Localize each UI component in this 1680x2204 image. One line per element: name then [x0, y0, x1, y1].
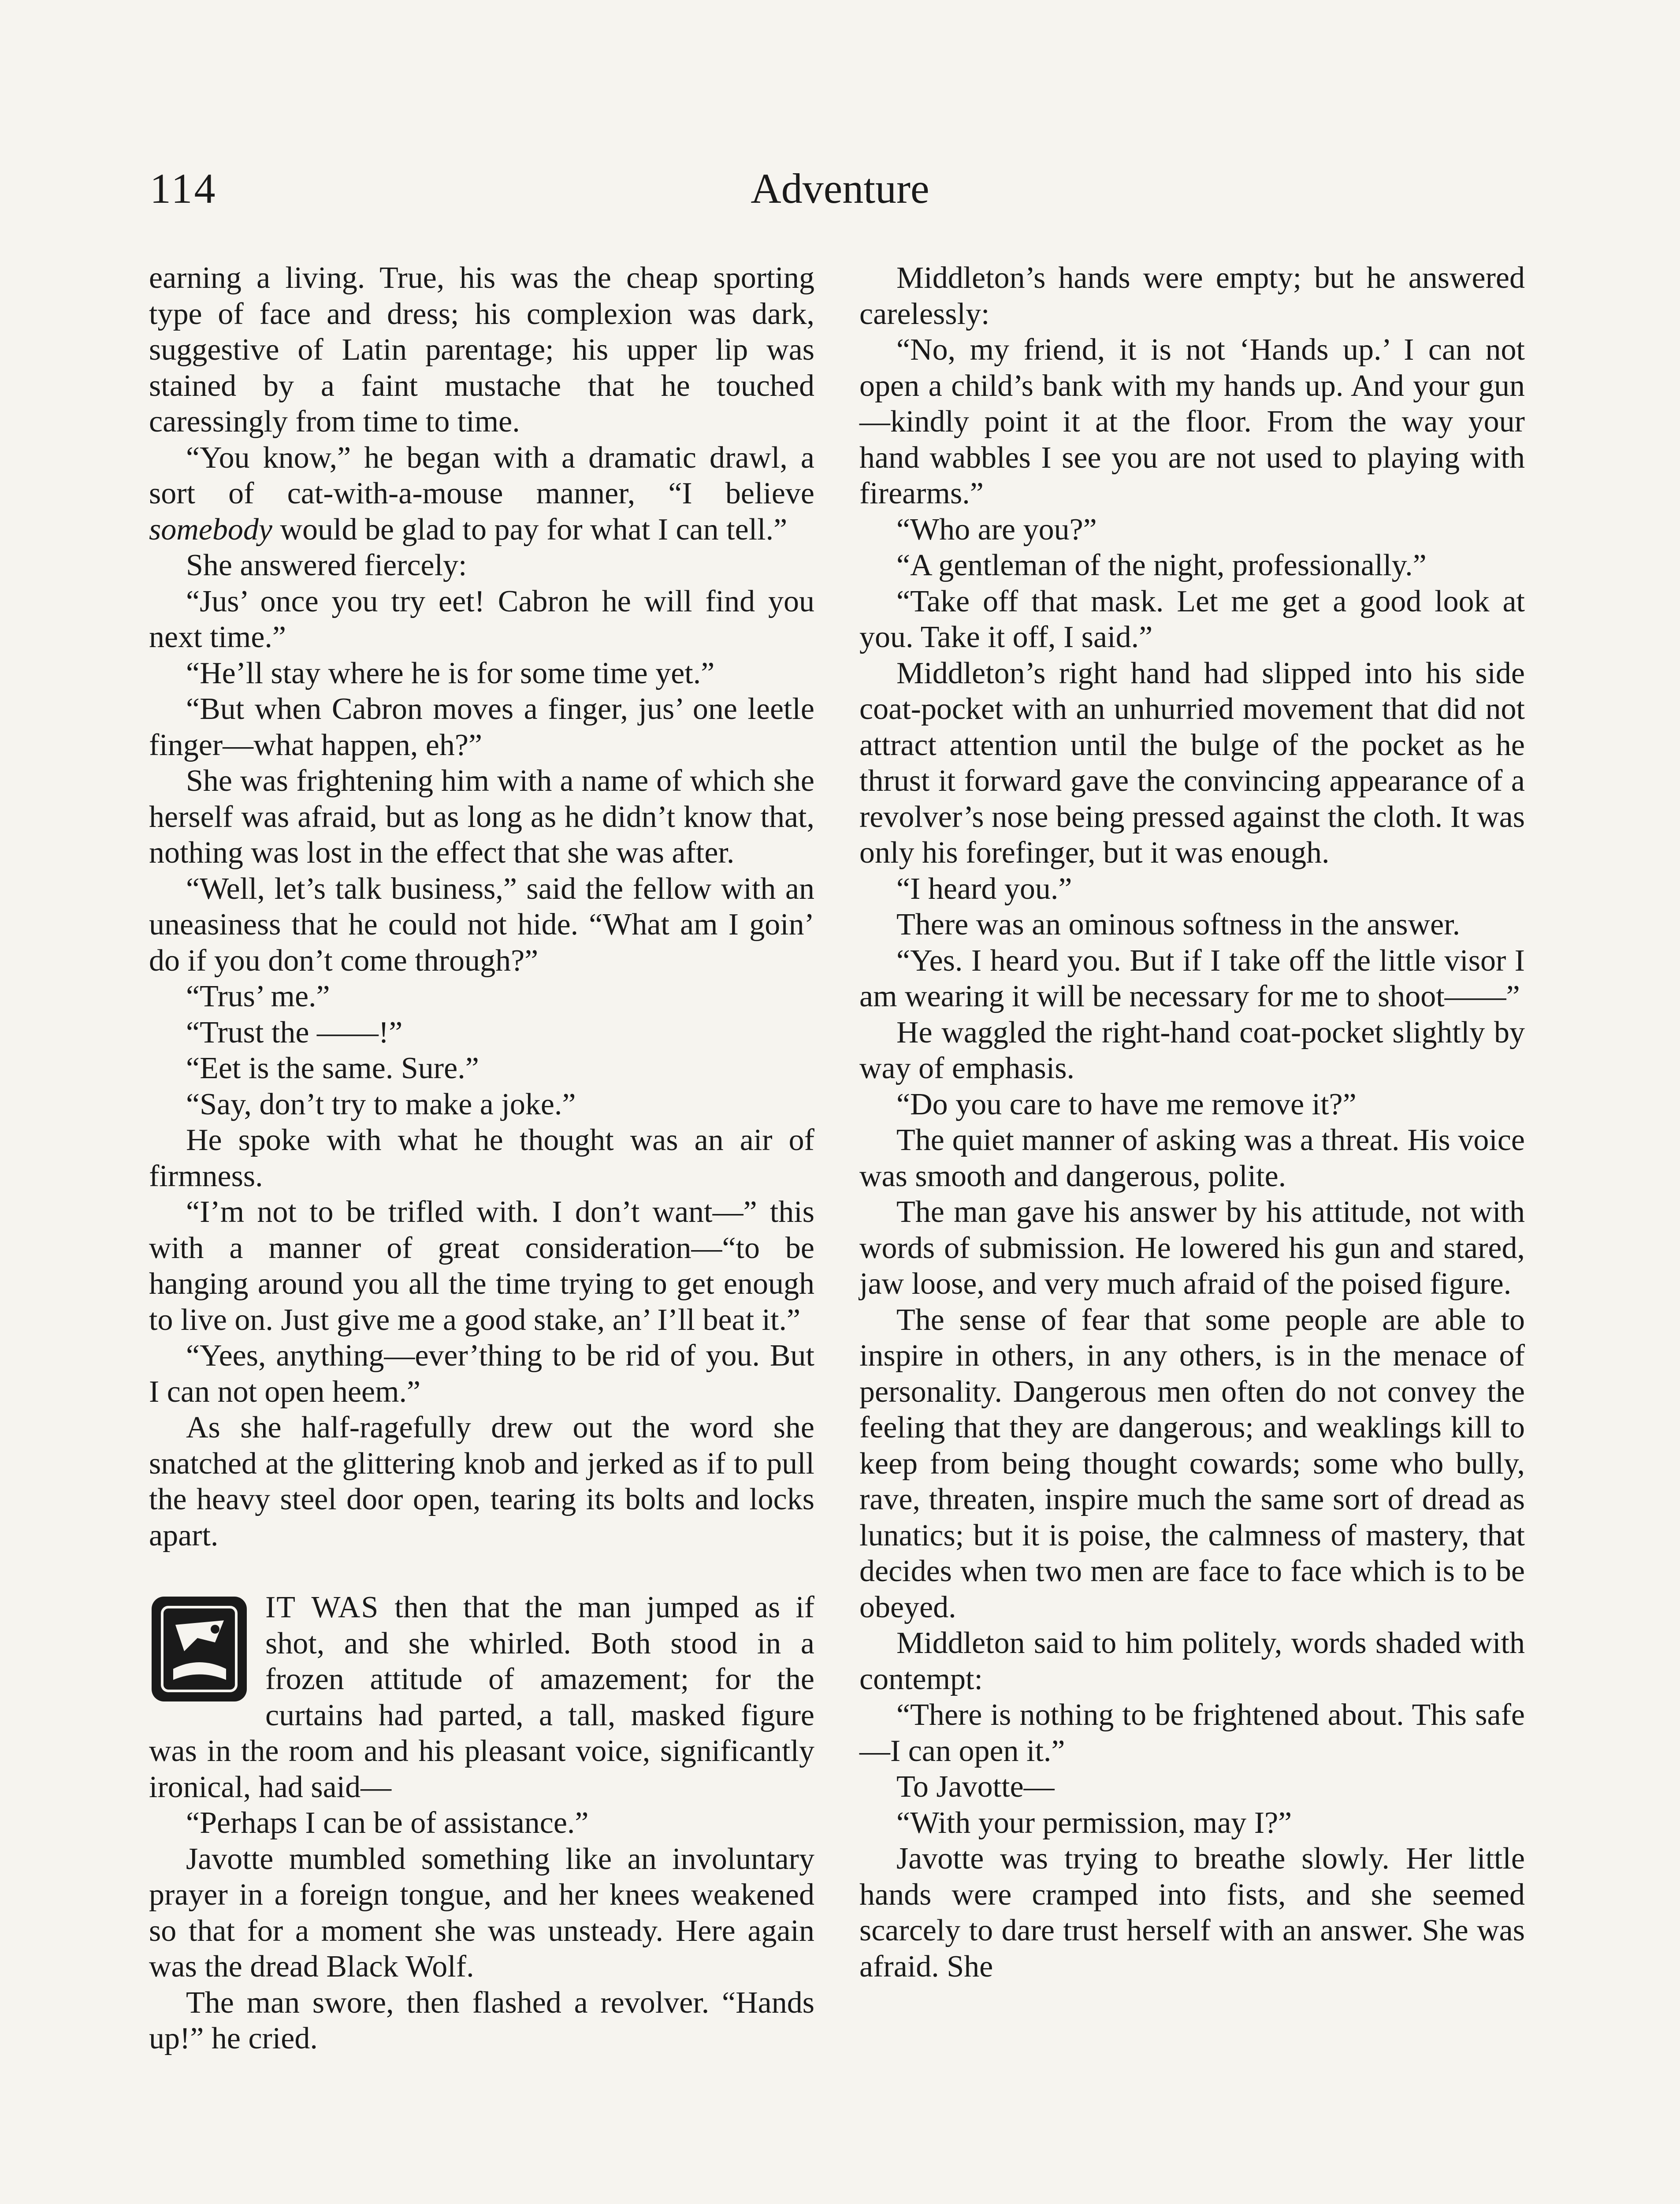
- paragraph: The man swore, then flashed a revolver. “Hands up!” he cried.: [149, 1985, 814, 2055]
- paragraph: “Yees, anything—ever’thing to be rid of you. But I can not open heem.”: [149, 1339, 814, 1409]
- paragraph: Javotte was trying to breathe slowly. Her little hands were cramped into fists, and she seemed scarcely to dare trust herself with an answer. She was afraid. She: [859, 1842, 1525, 1984]
- paragraph: “He’ll stay where he is for some time yet.”: [186, 656, 715, 690]
- paragraph: “No, my friend, it is not ‘Hands up.’ I can not open a child’s bank with my hands up. And your gun—kindly point it at the floor. From the way your hand wabbles I see you are not used to playing with firearms.”: [859, 333, 1525, 510]
- paragraph: There was an ominous softness in the answer.: [896, 908, 1461, 942]
- paragraph: She answered fiercely:: [186, 548, 467, 582]
- paragraph: “I heard you.”: [896, 871, 1072, 906]
- paragraph: “Take off that mask. Let me get a good look at you. Take it off, I said.”: [859, 584, 1525, 654]
- paragraph: “Trus’ me.”: [186, 979, 330, 1013]
- paragraph: She was frightening him with a name of which she herself was afraid, but as long as he didn’t know that, nothing was lost in the effect that she was after.: [149, 764, 814, 870]
- paragraph: Middleton said to him politely, words shaded with contempt:: [859, 1626, 1525, 1696]
- paragraph: IT WAS then that the man jumped as if shot, and she whirled. Both stood in a frozen attitude of amazement; for the curtains had parted, a tall, masked figure was in the room and his pleasant voice, significantly ironical, had said—: [149, 1590, 814, 1804]
- paragraph: “Trust the ——!”: [186, 1015, 403, 1050]
- paragraph: Middleton’s right hand had slipped into his side coat-pocket with an unhurried movement that did not attract attention until the bulge of the pocket as he thrust it forward gave the convincing appearance of a revolver’s nose being pressed against the cloth. It was only his forefinger, but it was enough.: [859, 656, 1525, 870]
- decorative-initial-icon: [149, 1594, 249, 1704]
- left-column: [149, 260, 814, 2057]
- paragraph: “There is nothing to be frightened about. This safe—I can open it.”: [859, 1698, 1525, 1768]
- paragraph: To Javotte—: [896, 1770, 1055, 1804]
- paragraph: “But when Cabron moves a finger, jus’ one leetle finger—what happen, eh?”: [149, 692, 814, 762]
- paragraph: Middleton’s hands were empty; but he answered carelessly:: [859, 261, 1525, 331]
- paragraph: earning a living. True, his was the cheap sporting type of face and dress; his complexion was dark, suggestive of Latin parentage; his upper lip was stained by a faint mustache that he touched caressingly from time to time.: [149, 261, 814, 439]
- paragraph: Javotte mumbled something like an involuntary prayer in a foreign tongue, and her knees weakened so that for a moment she was unsteady. Here again was the dread Black Wolf.: [149, 1842, 814, 1984]
- section-break: [149, 1553, 814, 1590]
- running-head: Adventure: [751, 165, 929, 212]
- paragraph: As she half-ragefully drew out the word she snatched at the glittering knob and jerked as if to pull the heavy steel door open, tearing its bolts and locks apart.: [149, 1411, 814, 1552]
- paragraph: He spoke with what he thought was an air of firmness.: [149, 1123, 814, 1193]
- small-caps-lead: IT WAS: [265, 1590, 379, 1624]
- paragraph: “Do you care to have me remove it?”: [896, 1087, 1357, 1121]
- paragraph: “You know,” he began with a dramatic drawl, a sort of cat-with-a-mouse manner, “I believe somebody would be glad to pay for what I can tell.”: [149, 440, 814, 547]
- paragraph: “I’m not to be trifled with. I don’t want—” this with a manner of great consideration—“to be hanging around you all the time trying to get enough to live on. Just give me a good stake, an’ I’ll beat it.”: [149, 1195, 814, 1337]
- paragraph: The quiet manner of asking was a threat. His voice was smooth and dangerous, polite.: [859, 1123, 1525, 1193]
- paragraph: “Perhaps I can be of assistance.”: [186, 1806, 589, 1840]
- paragraph: “A gentleman of the night, professionally.”: [896, 548, 1427, 582]
- paragraph: The sense of fear that some people are able to inspire in others, in any others, is in the menace of personality. Dangerous men often do not convey the feeling that they are dangerous; and weaklings kill to keep from being thought cowards; some who bully, rave, threaten, inspire much the same sort of dread as lunatics; but it is poise, the calmness of mastery, that decides when two men are face to face which is to be obeyed.: [859, 1303, 1525, 1624]
- paragraph: The man gave his answer by his attitude, not with words of submission. He lowered his gun and stared, jaw loose, and very much afraid of the poised figure.: [859, 1195, 1525, 1301]
- paragraph: He waggled the right-hand coat-pocket slightly by way of emphasis.: [859, 1015, 1525, 1085]
- right-column: [859, 260, 1525, 1984]
- paragraph: “With your permission, may I?”: [896, 1806, 1292, 1840]
- paragraph: “Yes. I heard you. But if I take off the little visor I am wearing it will be necessary for me to shoot——”: [859, 943, 1525, 1013]
- emphasis: somebody: [149, 512, 272, 547]
- page-number: 114: [150, 165, 217, 212]
- paragraph: “Jus’ once you try eet! Cabron he will find you next time.”: [149, 584, 814, 654]
- paragraph: “Who are you?”: [896, 512, 1097, 547]
- paragraph: “Eet is the same. Sure.”: [186, 1051, 479, 1085]
- paragraph: “Well, let’s talk business,” said the fellow with an uneasiness that he could not hide. “What am I goin’ do if you don’t come through?”: [149, 871, 814, 978]
- paragraph: “Say, don’t try to make a joke.”: [186, 1087, 576, 1121]
